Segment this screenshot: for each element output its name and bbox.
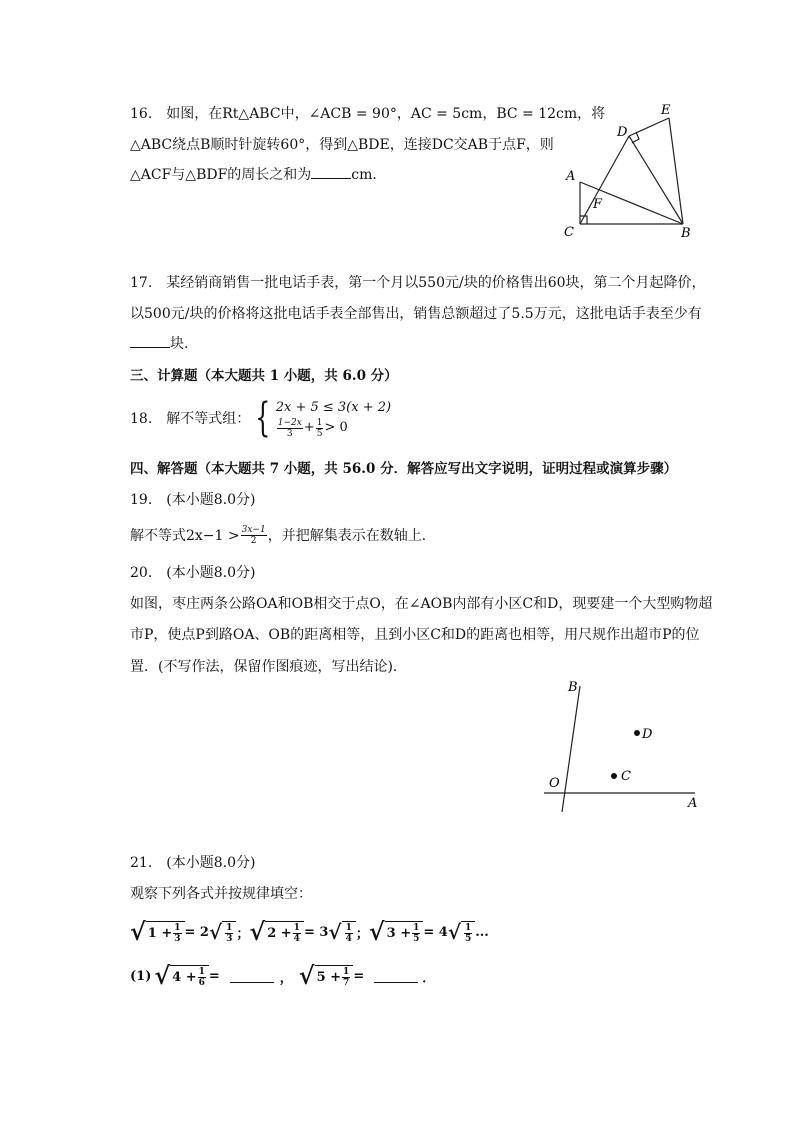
section-4-heading: 四、解答题（本大题共 7 小题，共 56.0 分．解答应写出文字说明，证明过程或演算步骤）: [130, 461, 678, 477]
q21-e3-left-num: 1: [413, 922, 420, 933]
q21-e3-right-sqrt: [448, 921, 475, 944]
q21-e3-right-num: 1: [464, 922, 472, 933]
q21-p1-a-den: 6: [198, 977, 205, 988]
sqrt-icon: √: [130, 917, 146, 946]
q18-ineq2: [276, 418, 391, 439]
q18-frac2-num: 1: [316, 417, 323, 428]
q21-p1-a-in: 4 +: [172, 969, 197, 985]
q17-line3: [130, 334, 198, 354]
q17-line1: 17. 某经销商销售一批电话手表，第一个月以550元/块的价格售出60块，第二个月起降价，: [130, 275, 706, 291]
label-C: C: [564, 225, 574, 240]
q20-line1: 如图，枣庄两条公路OA和OB相交于点O，在∠AOB内部有小区C和D，现要建一个大型购物超: [130, 596, 713, 612]
q21-e2-right-den: 4: [345, 933, 352, 944]
q21-e3-left-den: 5: [413, 933, 420, 944]
q16-line3: [130, 165, 386, 185]
q21-sep1: ；: [236, 926, 250, 942]
q21-examples: [130, 914, 489, 950]
point-C: [611, 773, 617, 779]
q20-figure: [540, 676, 705, 816]
q16-figure: [555, 96, 705, 242]
q18: [130, 396, 391, 440]
q21-e1-left-den: 3: [174, 933, 181, 944]
q21-p1-b-den: 7: [343, 977, 350, 988]
q19-body: [130, 520, 436, 550]
q21-e2-right-num: 1: [345, 922, 352, 933]
label-E: E: [661, 103, 671, 118]
label-A: A: [688, 796, 698, 811]
q21-p1-b-blank[interactable]: [374, 970, 418, 983]
q21-ellipsis: ...: [475, 924, 489, 940]
q21-e2-left-num: 1: [293, 922, 300, 933]
q21-p1-a-eq: =: [208, 968, 220, 984]
q21-e2-right-sqrt: [328, 921, 355, 944]
q20-line3: 置．(不写作法，保留作图痕迹，写出结论)．: [130, 659, 407, 675]
q21-e3-in: 3 +: [386, 925, 412, 941]
q19-head: 19. (本小题8.0分): [130, 492, 256, 508]
q17-unit: 块．: [170, 336, 198, 352]
q21-p1-a-blank[interactable]: [230, 970, 274, 983]
q18-ineq1: 2x + 5 ≤ 3(x + 2): [275, 399, 392, 415]
segment-CD: [580, 136, 629, 224]
segment-DB: [629, 136, 683, 224]
label-C: C: [621, 769, 631, 784]
q16-line2: △ABC绕点B顺时针旋转60°，得到△BDE，连接DC交AB于点F，则: [130, 137, 554, 153]
q18-frac1-den: 3: [286, 428, 293, 439]
q21-e3-eq: = 4: [423, 924, 448, 940]
q17-line2: 以500元/块的价格将这批电话手表全部售出，销售总额超过了5.5万元，这批电话手表至少有: [130, 306, 702, 322]
q21-p1-b-eq: =: [353, 968, 365, 984]
q18-gt0: > 0: [324, 420, 348, 435]
segment-EB: [669, 118, 683, 224]
q21-e1-eq: = 2: [184, 924, 209, 940]
q20-head: 20. (本小题8.0分): [130, 565, 256, 581]
q21-p1-period: ．: [422, 970, 436, 986]
q21-e1-in: 1 +: [147, 925, 173, 941]
q21-p1-label: (1): [130, 968, 152, 984]
point-D: [634, 730, 640, 736]
sqrt-icon: √: [154, 961, 171, 990]
sqrt-icon: √: [328, 920, 342, 944]
q18-system: [276, 398, 391, 439]
q21-e1-right-sqrt: [209, 921, 236, 944]
q18-frac1: [277, 418, 303, 439]
label-D: D: [642, 727, 653, 742]
q21-head: 21. (本小题8.0分): [130, 855, 256, 871]
label-B: B: [681, 226, 691, 241]
q21-e2-in: 2 +: [267, 925, 292, 941]
sqrt-icon: √: [447, 920, 461, 944]
label-A: A: [566, 169, 576, 184]
q21-p1-b-num: 1: [343, 966, 350, 977]
q21-p1-comma: ，: [279, 970, 293, 986]
q18-frac1-num: 1−2x: [277, 417, 302, 428]
q21-e1-left-num: 1: [174, 922, 181, 933]
q19-body-b: ，并把解集表示在数轴上．: [267, 528, 436, 544]
q21-e2-left-sqrt: [249, 917, 304, 946]
q16-answer-blank[interactable]: [311, 166, 351, 179]
q18-prefix: 18. 解不等式组：: [130, 411, 251, 427]
q21-e1-right-den: 3: [226, 933, 233, 944]
q21-e1-left-sqrt: [130, 917, 185, 946]
q19-frac-num: 3x−1: [241, 524, 266, 535]
q19-body-a: 解不等式2x−1 >: [130, 528, 240, 544]
q19-frac: [241, 525, 267, 546]
q21-sep2: ；: [355, 926, 369, 942]
label-D: D: [617, 125, 628, 140]
q16-unit: cm．: [351, 167, 387, 183]
sqrt-icon: √: [368, 917, 385, 946]
section-3-heading: 三、计算题（本大题共 1 小题，共 6.0 分）: [130, 368, 398, 384]
q21-intro: 观察下列各式并按规律填空：: [130, 886, 312, 902]
q17-answer-blank[interactable]: [130, 335, 170, 348]
q21-e3-left-sqrt: [368, 917, 424, 946]
q21-p1-a-num: 1: [198, 966, 205, 977]
q20-line2: 市P，使点P到路OA、OB的距离相等，且到小区C和D的距离也相等，用尺规作出超市P的位: [130, 627, 700, 643]
q18-frac2-den: 5: [316, 428, 323, 439]
q16-line3-text: △ACF与△BDF的周长之和为: [130, 167, 312, 183]
system-brace-icon: {: [255, 395, 271, 441]
q16-line1: 16. 如图，在Rt△ABC中，∠ACB = 90°，AC = 5cm，BC = 12cm，将: [130, 106, 606, 122]
q18-frac2: [316, 418, 324, 439]
q21-e2-eq: = 3: [303, 924, 329, 940]
q21-e3-right-den: 5: [464, 933, 472, 944]
q21-e1-right-num: 1: [226, 922, 233, 933]
q18-plus: +: [303, 420, 315, 435]
segment-DE: [629, 118, 669, 136]
sqrt-icon: √: [298, 961, 315, 990]
q21-p1-a-sqrt: [154, 961, 209, 990]
q21-part1: [130, 958, 435, 994]
sqrt-icon: √: [208, 920, 223, 944]
q21-p1-b-in: 5 +: [316, 969, 342, 985]
sqrt-icon: √: [249, 917, 266, 946]
label-B: B: [568, 680, 578, 695]
q21-e2-left-den: 4: [293, 933, 300, 944]
q19-frac-den: 2: [250, 535, 257, 546]
label-F: F: [593, 197, 603, 212]
q21-p1-b-sqrt: [298, 961, 354, 990]
label-O: O: [549, 776, 560, 791]
